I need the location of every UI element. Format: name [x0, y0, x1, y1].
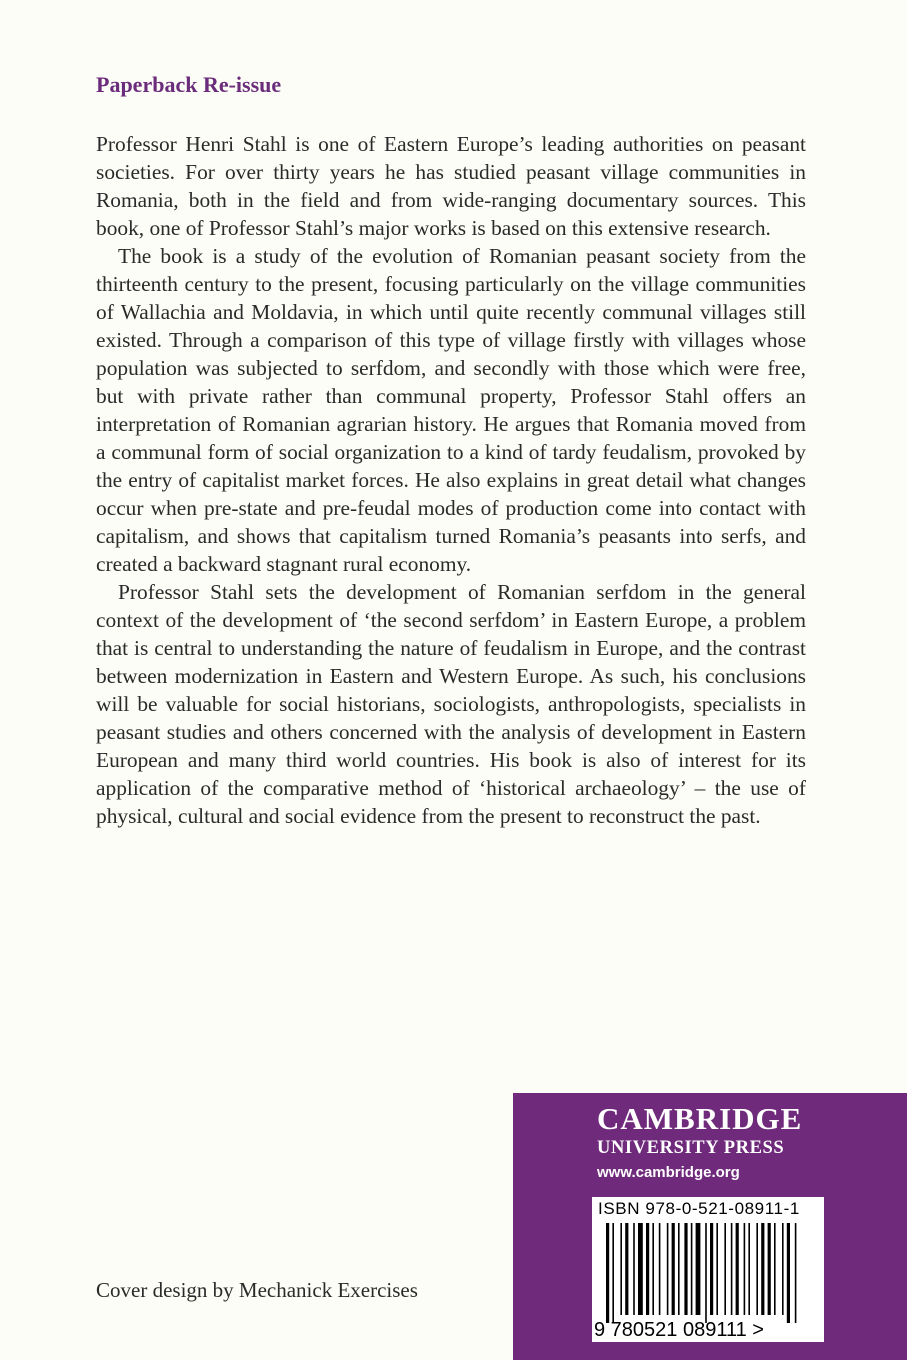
- isbn-label: ISBN 978-0-521-08911-1: [598, 1199, 800, 1218]
- publisher-panel: [513, 1093, 907, 1360]
- cover-credit: Cover design by Mechanick Exercises: [96, 1278, 418, 1302]
- barcode-bar: [736, 1223, 739, 1315]
- barcode-bar: [710, 1223, 713, 1315]
- barcode-bar: [612, 1223, 614, 1323]
- paragraph-3: Professor Stahl sets the development of Romanian serfdom in the general context of the development of ‘the second serfdom’ in Eastern Europe, a problem that is central to understanding the nature of feudalism in Europe, and the contrast between modernization in Eastern and Western Europe. As such, his conclusions will be valuable for social historians, sociologists, anthropologists, specialists in peasant studies and others concerned with the analysis of development in Eastern European and many third world countries. His book is also of interest for its application of the comparative method of ‘historical archaeology’ – the use of physical, cultural and social evidence from the present to reconstruct the past.: [96, 580, 806, 828]
- barcode-bar: [672, 1223, 675, 1315]
- reissue-heading: Paperback Re-issue: [96, 72, 282, 97]
- barcode-icon: [606, 1223, 816, 1323]
- barcode-bar: [659, 1223, 661, 1315]
- barcode-bar: [761, 1223, 764, 1315]
- description-text: [96, 130, 806, 830]
- barcode-bar: [795, 1223, 797, 1323]
- barcode-bar: [787, 1223, 790, 1323]
- barcode-bar: [667, 1223, 669, 1315]
- barcode-bar: [748, 1223, 750, 1315]
- barcode-bar: [684, 1223, 687, 1315]
- barcode-bar: [782, 1223, 784, 1315]
- barcode-bar: [724, 1223, 726, 1315]
- barcode-bar: [744, 1223, 746, 1315]
- paragraph-2: The book is a study of the evolution of Romanian peasant society from the thirteenth century to the present, focusing particularly on the village communities of Wallachia and Moldavia, in which until quite recently communal villages still existed. Through a comparison of this type of village firstly with villages whose population was subjected to serfdom, and secondly with those which were free, but with private rather than communal property, Professor Stahl offers an interpretation of Romanian agrarian history. He argues that Romania moved from a communal form of social organization to a kind of tardy feudalism, provoked by the entry of capitalist market forces. He also explains in great detail what changes occur when pre-state and pre-feudal modes of production come into contact with capitalism, and shows that capitalism turned Romania’s peasants into serfs, and created a backward stagnant rural economy.: [96, 244, 806, 576]
- publisher-subtitle: UNIVERSITY PRESS: [597, 1138, 785, 1158]
- barcode-bar: [705, 1223, 707, 1323]
- barcode-bar: [756, 1223, 758, 1315]
- barcode-block: [592, 1197, 824, 1342]
- barcode-bar: [768, 1223, 771, 1315]
- barcode-bar: [625, 1223, 628, 1315]
- barcode-bar: [646, 1223, 649, 1315]
- barcode-bar: [620, 1223, 622, 1315]
- barcode-bar: [678, 1223, 680, 1315]
- barcode-bar: [696, 1223, 701, 1315]
- barcode-bar: [716, 1223, 718, 1315]
- publisher-name: CAMBRIDGE: [597, 1101, 803, 1136]
- barcode-bar: [638, 1223, 643, 1315]
- barcode-bar: [731, 1223, 733, 1315]
- barcode-bar: [691, 1223, 693, 1315]
- barcode-digits: 9 780521 089111 >: [594, 1319, 764, 1341]
- barcode-bar: [774, 1223, 776, 1315]
- barcode-bar: [633, 1223, 635, 1315]
- paragraph-1: Professor Henri Stahl is one of Eastern Europe’s leading authorities on peasant societies. For over thirty years he has studied peasant village communities in Romania, both in the field and from wide-ranging documentary sources. This book, one of Professor Stahl’s major works is based on this extensive research.: [96, 132, 806, 240]
- barcode-bar: [652, 1223, 654, 1315]
- barcode-bar: [606, 1223, 609, 1323]
- publisher-url: www.cambridge.org: [597, 1164, 740, 1181]
